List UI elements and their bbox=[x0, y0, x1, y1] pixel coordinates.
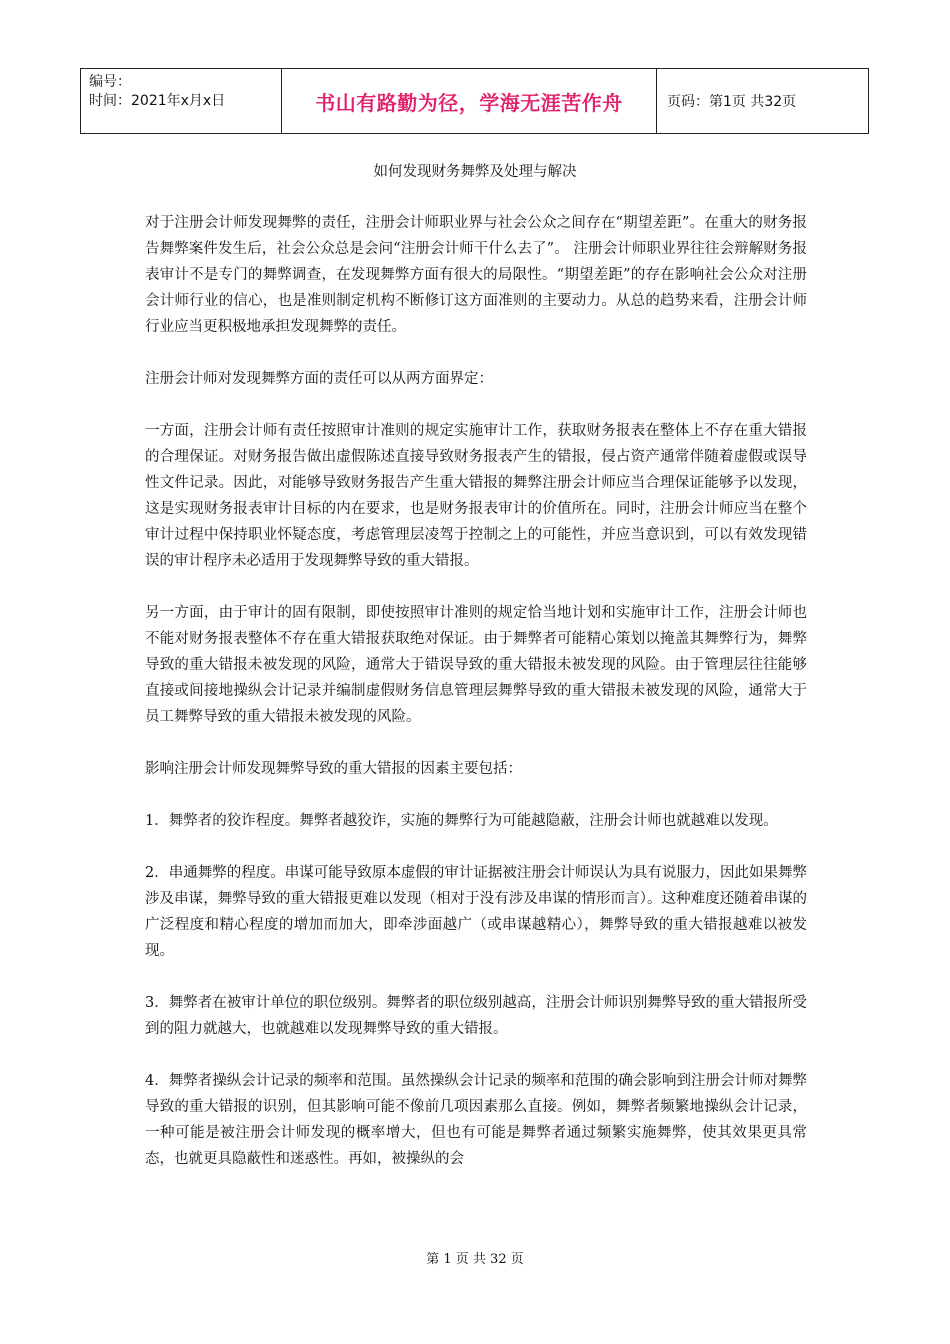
header-date-label: 时间：2021年x月x日 bbox=[89, 93, 226, 109]
paragraph: 一方面，注册会计师有责任按照审计准则的规定实施审计工作，获取财务报表在整体上不存在重大错报的合理保证。对财务报告做出虚假陈述直接导致财务报表产生的错报，侵占资产通常伴随着虚假或误导性文件记录。因此，对能够导致财务报告产生重大错报的舞弊注册会计师应当合理保证能够予以发现，这是实现财务报表审计目标的内在要求，也是财务报表审计的价值所在。同时，注册会计师应当在整个审计过程中保持职业怀疑态度，考虑管理层凌驾于控制之上的可能性，并应当意识到，可以有效发现错误的审计程序未必适用于发现舞弊导致的重大错报。 bbox=[145, 423, 807, 569]
document-body bbox=[145, 210, 807, 1198]
paragraph: 对于注册会计师发现舞弊的责任，注册会计师职业界与社会公众之间存在“期望差距”。在重大的财务报告舞弊案件发生后，社会公众总是会问“注册会计师干什么去了”。 注册会计师职业界往往会辩解财务报表审计不是专门的舞弊调查，在发现舞弊方面有很大的局限性。“期望差距”的存在影响社会公众对注册会计师行业的信心，也是准则制定机构不断修订这方面准则的主要动力。从总的趋势来看，注册会计师行业应当更积极地承担发现舞弊的责任。 bbox=[145, 215, 807, 335]
paragraph: 3．舞弊者在被审计单位的职位级别。舞弊者的职位级别越高，注册会计师识别舞弊导致的重大错报所受到的阻力就越大，也就越难以发现舞弊导致的重大错报。 bbox=[145, 995, 807, 1037]
header-motto: 书山有路勤为径，学海无涯苦作舟 bbox=[282, 69, 657, 133]
paragraph: 4．舞弊者操纵会计记录的频率和范围。虽然操纵会计记录的频率和范围的确会影响到注册会计师对舞弊导致的重大错报的识别，但其影响可能不像前几项因素那么直接。例如，舞弊者频繁地操纵会计记录，一种可能是被注册会计师发现的概率增大，但也有可能是舞弊者通过频繁实施舞弊，使其效果更具常态，也就更具隐蔽性和迷惑性。再如，被操纵的会 bbox=[145, 1073, 807, 1167]
document-header bbox=[80, 68, 869, 134]
header-number-label: 编号： bbox=[89, 74, 131, 90]
header-page-label: 页码：第1页 共32页 bbox=[667, 94, 797, 110]
paragraph: 1．舞弊者的狡诈程度。舞弊者越狡诈，实施的舞弊行为可能越隐蔽，注册会计师也就越难以发现。 bbox=[145, 813, 778, 829]
page-footer: 第 1 页 共 32 页 bbox=[426, 1252, 524, 1267]
document-title: 如何发现财务舞弊及处理与解决 bbox=[373, 164, 577, 180]
paragraph: 注册会计师对发现舞弊方面的责任可以从两方面界定： bbox=[145, 371, 493, 387]
paragraph: 2．串通舞弊的程度。串谋可能导致原本虚假的审计证据被注册会计师误认为具有说服力，因此如果舞弊涉及串谋，舞弊导致的重大错报更难以发现（相对于没有涉及串谋的情形而言）。这种难度还随着串谋的广泛程度和精心程度的增加而加大，即牵涉面越广（或串谋越精心），舞弊导致的重大错报越难以被发现。 bbox=[145, 865, 807, 959]
paragraph: 另一方面，由于审计的固有限制，即使按照审计准则的规定恰当地计划和实施审计工作，注册会计师也不能对财务报表整体不存在重大错报获取绝对保证。由于舞弊者可能精心策划以掩盖其舞弊行为，舞弊导致的重大错报未被发现的风险，通常大于错误导致的重大错报未被发现的风险。由于管理层往往能够直接或间接地操纵会计记录并编制虚假财务信息管理层舞弊导致的重大错报未被发现的风险，通常大于员工舞弊导致的重大错报未被发现的风险。 bbox=[145, 605, 807, 725]
paragraph: 影响注册会计师发现舞弊导致的重大错报的因素主要包括： bbox=[145, 761, 522, 777]
header-meta bbox=[81, 69, 282, 133]
